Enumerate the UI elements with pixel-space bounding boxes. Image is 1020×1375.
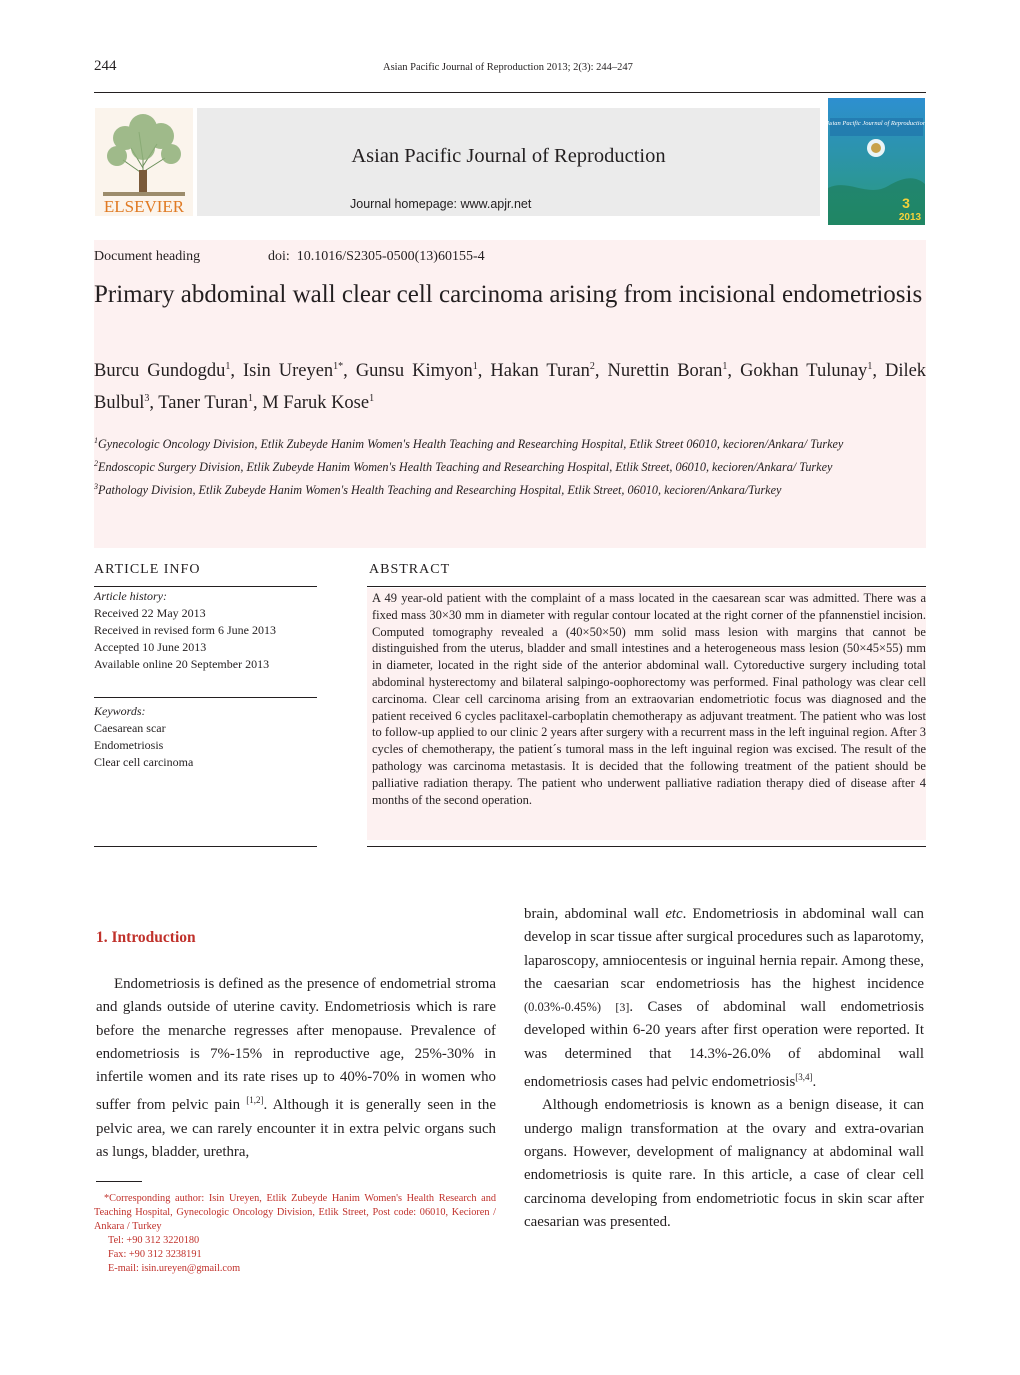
- doi[interactable]: [268, 249, 485, 265]
- keyword-item: Caesarean scar: [94, 720, 166, 735]
- citation[interactable]: [3,4]: [795, 1072, 813, 1083]
- author-name: Burcu Gundogdu: [94, 361, 226, 382]
- journal-title: Asian Pacific Journal of Reproduction: [351, 145, 666, 167]
- article-title: Primary abdominal wall clear cell carcinoma arising from incisional endometriosis: [94, 281, 923, 308]
- affiliation-mark: 2: [94, 459, 98, 469]
- history-label: Article history:: [94, 589, 167, 603]
- doi-label: doi:: [268, 249, 290, 264]
- author-affiliation-mark: 1: [369, 393, 375, 405]
- affiliation-text: Pathology Division, Etlik Zubeyde Hanim Women's Health Teaching and Researching Hospital, Etlik Street, 06010, kecioren/Ankara/Turkey: [98, 483, 782, 498]
- received-date: Received 22 May 2013: [94, 605, 206, 620]
- corresponding-footnote: [94, 1192, 496, 1276]
- affiliation: [94, 432, 926, 454]
- footnote-tel: Tel: +90 312 3220180: [108, 1235, 200, 1246]
- affiliation-mark: 1: [94, 436, 98, 445]
- keywords-label: Keywords:: [94, 704, 146, 718]
- body-paragraph: Endometriosis is defined as the presence of endometrial stroma and glands outside of uterine cavity. Endometriosis which is rare before the menarche regresses after menopause. Prevalence of endometriosis is 7%-15% in reproductive age, 25%-30% in infertile women and its rate rises up to 40%-70% in women who suffer from pelvic pain [1,2]. Although it is generally seen in the pelvic area, we can rarely encounter it in extra pelvic organs such as lungs, bladder, urethra,: [96, 976, 496, 1161]
- accepted-date: Accepted 10 June 2013: [94, 639, 207, 654]
- body-paragraph: Although endometriosis is known as a benign disease, it can undergo malign transformation at the ovary and extra-ovarian organs. However, development of malignancy at abdominal wall endometriosis is quite rare. In this article, a case of clear cell carcinoma developing from endometriotic focus in skin scar after caesarian was presented.: [524, 1097, 924, 1230]
- document-heading: Document heading: [94, 249, 201, 264]
- citation[interactable]: [1,2]: [246, 1095, 264, 1106]
- affiliation-text: Gynecologic Oncology Division, Etlik Zubeyde Hanim Women's Health Teaching and Researching Hospital, Etlik Street 06010, kecioren/Ankara/ Turkey: [98, 437, 844, 452]
- abstract-text: A 49 year-old patient with the complaint of a mass located in the caesarean scar was admitted. There was a fixed mass 30×30 mm in diameter with regular contour located at the right corner of the pfannenstiel incision. Computed tomography revealed a (40×50×50) mm solid mass lesion with margins that cannot be distinguished from the uterus, bladder and small intestines and a heterogeneous mass lesion (50×45×55) mm in diameter, located in the right side of the anterior abdominal wall. Cytoreductive surgery including total abdominal hysterectomy and bilateral salpingo-oophorectomy was performed. Final pathology was clear cell carcinoma. Clear cell carcinoma arising from an extraovarian endometriotic focus was diagnosed and the patient received 6 cycles paclitaxel-carboplatin chemotherapy as adjuvant treatment. The patient who was lost to follow-up applied to our clinic 2 years after surgery with a recurrent mass in the left inguinal region. After 3 cycles of chemotherapy, the patient´s tumoral mass in the left inguinal region was excised. The result of the pathology was carcinoma metastasis. It is decided that the following treatment of the patient should be palliative radiation therapy. The patient who underwent palliative radiation therapy died of disease after 4 months of the second operation.: [372, 591, 926, 807]
- cover-number: 3: [902, 195, 910, 211]
- author-separator: ,: [594, 361, 608, 382]
- journal-homepage[interactable]: Journal homepage: www.apjr.net: [350, 197, 532, 211]
- author-name: Taner Turan: [158, 393, 248, 414]
- page-number: 244: [94, 58, 117, 74]
- affiliations: [94, 432, 926, 501]
- keywords-rule: [94, 697, 317, 698]
- elsevier-tree-icon: [95, 108, 193, 216]
- revised-date: Received in revised form 6 June 2013: [94, 622, 276, 637]
- author-affiliation-mark: 2: [589, 361, 595, 372]
- author-affiliation-mark: 1: [722, 361, 728, 372]
- author-name: Gokhan Tulunay: [740, 361, 868, 382]
- journal-cover-image: [828, 98, 925, 225]
- abstract-rule: [367, 586, 926, 587]
- author-name: Dilek Bulbul: [94, 361, 927, 414]
- author-affiliation-mark: 1*: [333, 361, 344, 372]
- author-separator: ,: [343, 361, 356, 382]
- section-heading-introduction: 1. Introduction: [96, 929, 196, 946]
- keyword-item: Endometriosis: [94, 737, 164, 752]
- author-name: M Faruk Kose: [262, 393, 370, 414]
- keyword-item: Clear cell carcinoma: [94, 754, 194, 769]
- footnote-rule: [96, 1181, 142, 1182]
- affiliation-mark: 3: [94, 482, 98, 492]
- journal-cover: [828, 98, 925, 225]
- doi-value[interactable]: 10.1016/S2305-0500(13)60155-4: [296, 249, 485, 264]
- author-list: [94, 353, 926, 417]
- article-info-box: [94, 588, 317, 673]
- affiliation-text: Endoscopic Surgery Division, Etlik Zubeyde Hanim Women's Health Teaching and Researching Hospital, Etlik Street, 06010, kecioren/Ankara/ Turkey: [98, 460, 833, 475]
- elsevier-logo: [95, 108, 193, 216]
- author-separator: ,: [230, 361, 243, 382]
- author-name: Hakan Turan: [490, 361, 590, 382]
- author-name: Gunsu Kimyon: [355, 361, 473, 382]
- author-separator: ,: [149, 393, 159, 414]
- cover-year: 2013: [898, 212, 922, 223]
- author-separator: ,: [727, 361, 741, 382]
- author-affiliation-mark: 1: [472, 361, 478, 372]
- keywords-box: [94, 703, 317, 771]
- body-paragraph: brain, abdominal wall etc. Endometriosis in abdominal wall can develop in scar tissue after surgical procedures such as laparotomy, laparoscopy, amniocentesis or inguinal hernia repair. Among these, the caesarian scar endometriosis has the highest incidence (0.03%-0.45%) [3]. Cases of abdominal wall endometriosis developed within 6-20 years after first operation were reported. It was determined that 14.3%-26.0% of abdominal wall endometriosis cases had pelvic endometriosis[3,4].: [524, 906, 924, 1091]
- body-column-left: [96, 973, 496, 1164]
- top-rule: [94, 92, 926, 93]
- online-date: Available online 20 September 2013: [94, 656, 270, 671]
- author-separator: ,: [872, 361, 885, 382]
- article-info-rule: [94, 586, 317, 587]
- affiliation: [94, 455, 926, 477]
- abstract-heading: ABSTRACT: [369, 562, 451, 577]
- article-info-bottom-rule: [94, 846, 317, 847]
- article-info-heading: ARTICLE INFO: [94, 562, 201, 577]
- footnote-fax: Fax: +90 312 3238191: [108, 1249, 202, 1260]
- abstract-bottom-rule: [367, 846, 926, 847]
- author-separator: ,: [252, 393, 263, 414]
- author-affiliation-mark: 1: [225, 361, 231, 372]
- affiliation: [94, 478, 926, 500]
- cover-title: Asian Pacific Journal of Reproduction: [828, 120, 925, 127]
- citation[interactable]: [3]: [615, 1000, 630, 1015]
- running-head: Asian Pacific Journal of Reproduction 2013; 2(3): 244–247: [383, 62, 633, 73]
- corresponding-author: *Corresponding author: Isin Ureyen, Etlik Zubeyde Hanim Women's Health Research and Teaching Hospital, Gynecologic Oncology Division, Etlik Street, Post code: 06010, Kecioren / Ankara / Turkey: [94, 1193, 496, 1232]
- body-column-right: [524, 903, 924, 1234]
- author-separator: ,: [477, 361, 491, 382]
- author-affiliation-mark: 3: [144, 393, 150, 405]
- author-name: Isin Ureyen: [242, 361, 334, 382]
- elsevier-wordmark: ELSEVIER: [103, 197, 185, 216]
- author-affiliation-mark: 1: [247, 393, 253, 405]
- author-name: Nurettin Boran: [607, 361, 723, 382]
- author-affiliation-mark: 1: [867, 361, 873, 372]
- footnote-email[interactable]: E-mail: isin.ureyen@gmail.com: [108, 1263, 241, 1274]
